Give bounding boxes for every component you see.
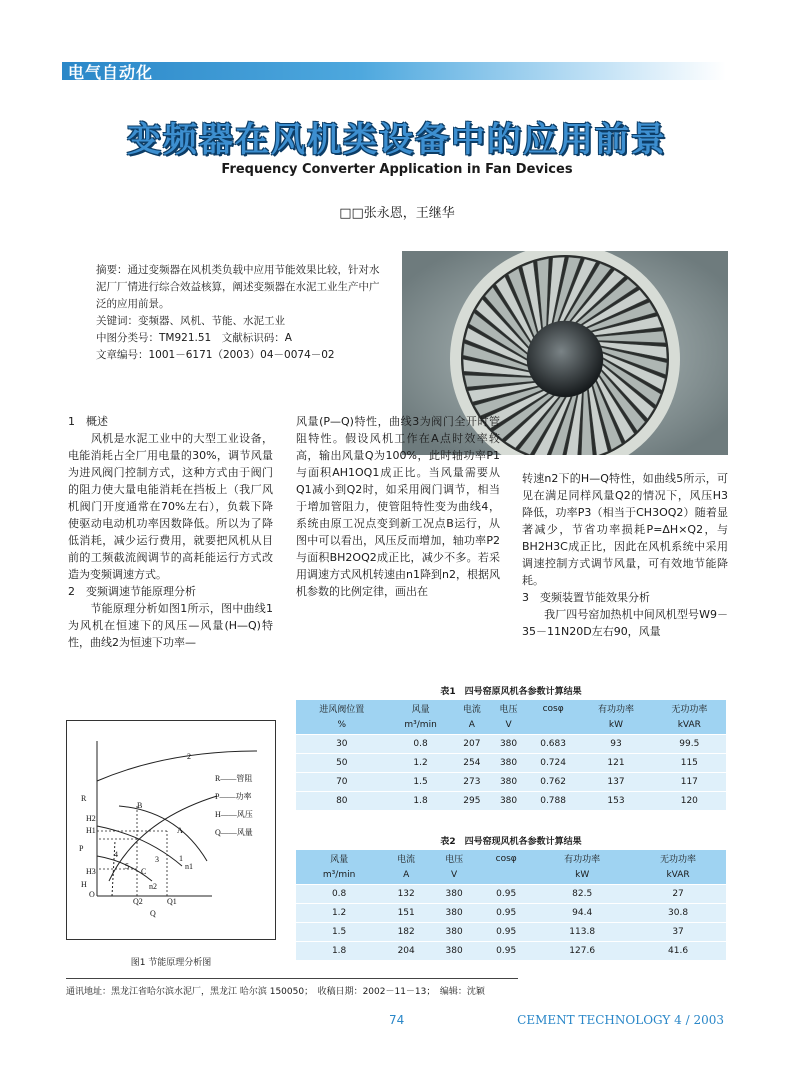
table-cell: 0.683 — [527, 734, 579, 753]
table-cell: 94.4 — [534, 903, 630, 922]
table-cell: 254 — [454, 753, 491, 772]
table-unit-cell: kVAR — [630, 867, 726, 884]
table-row — [296, 772, 726, 791]
table-header-cell: 电压 — [430, 850, 478, 867]
paragraph-effect: 我厂四号窑加热机中间风机型号W9－35－11N20D左右90，风量 — [522, 608, 728, 638]
table-cell: 50 — [296, 753, 388, 772]
table-cell: 207 — [454, 734, 491, 753]
table-cell: 0.95 — [478, 884, 534, 903]
footer-note: 通讯地址：黑龙江省哈尔滨水泥厂，黑龙江 哈尔滨 150050； 收稿日期：2002－11－13； 编辑：沈颖 — [66, 987, 485, 997]
table-row — [296, 922, 726, 941]
axis-P: P — [79, 844, 84, 853]
table-header-cell: cosφ — [478, 850, 534, 867]
table-unit-cell — [527, 717, 579, 734]
table-unit-cell: A — [454, 717, 491, 734]
table-cell: 41.6 — [630, 941, 726, 960]
label-n1: n1 — [185, 862, 193, 871]
table-header-cell: 无功功率 — [630, 850, 726, 867]
clc-number: 中图分类号：TM921.51 文献标识码：A — [96, 332, 292, 344]
curve-label-3: 3 — [155, 855, 159, 864]
page-number: 74 — [389, 1013, 405, 1027]
table-cell: 1.5 — [388, 772, 454, 791]
heading-overview: 1 概述 — [68, 415, 108, 428]
table-header-cell: 电流 — [454, 700, 491, 717]
abstract-block — [96, 262, 384, 364]
table-cell: 127.6 — [534, 941, 630, 960]
table-cell: 0.762 — [527, 772, 579, 791]
table-cell: 273 — [454, 772, 491, 791]
label-Q1: Q1 — [167, 897, 177, 906]
table-cell: 132 — [382, 884, 430, 903]
label-H3: H3 — [86, 867, 96, 876]
column-right — [522, 470, 728, 640]
paragraph-principle: 节能原理分析如图1所示，图中曲线1为风机在恒速下的风压—风量(H—Q)特性，曲线2为恒速下功率— — [68, 602, 273, 649]
keywords: 关键词：变频器、风机、节能、水泥工业 — [96, 315, 285, 327]
table-cell: 0.724 — [527, 753, 579, 772]
table-cell: 182 — [382, 922, 430, 941]
table-cell: 380 — [490, 772, 527, 791]
column-middle — [296, 413, 500, 600]
table-cell: 27 — [630, 884, 726, 903]
table-cell: 99.5 — [653, 734, 726, 753]
table-cell: 37 — [630, 922, 726, 941]
table-header-cell: 有功功率 — [534, 850, 630, 867]
footer-divider — [66, 978, 518, 979]
abstract-text: 摘要：通过变频器在风机类负载中应用节能效果比较，针对水泥厂厂情进行综合效益核算，阐述变频器在水泥工业生产中广泛的应用前景。 — [96, 264, 380, 310]
table-cell: 115 — [653, 753, 726, 772]
point-C: C — [141, 867, 147, 876]
article-title: 变频器在风机类设备中的应用前景 — [127, 120, 667, 160]
table-cell: 1.2 — [388, 753, 454, 772]
table-cell: 1.8 — [388, 791, 454, 810]
table-header-cell: 电压 — [490, 700, 527, 717]
point-A: A — [177, 826, 183, 835]
table-cell: 153 — [579, 791, 652, 810]
table-cell: 120 — [653, 791, 726, 810]
label-Q2: Q2 — [133, 897, 143, 906]
figure-1 — [66, 720, 276, 940]
table-cell: 380 — [490, 734, 527, 753]
table-header-cell: cosφ — [527, 700, 579, 717]
table-header-cell: 无功功率 — [653, 700, 726, 717]
label-H1: H1 — [86, 826, 96, 835]
table-cell: 30 — [296, 734, 388, 753]
heading-principle: 2 变频调速节能原理分析 — [68, 585, 196, 598]
table-cell: 0.95 — [478, 922, 534, 941]
table-unit-cell: m³/min — [388, 717, 454, 734]
curve-label-1: 1 — [179, 854, 183, 863]
table-cell: 80 — [296, 791, 388, 810]
table-cell: 137 — [579, 772, 652, 791]
table-cell: 0.8 — [296, 884, 382, 903]
table-header-cell: 进风阀位置 — [296, 700, 388, 717]
table-cell: 70 — [296, 772, 388, 791]
table-unit-cell: A — [382, 867, 430, 884]
table-header-cell: 风量 — [296, 850, 382, 867]
table-unit-cell: kW — [579, 717, 652, 734]
legend-R: R——管阻 — [215, 774, 253, 783]
table-unit-cell: kW — [534, 867, 630, 884]
legend-Q: Q——风量 — [215, 828, 253, 837]
heading-effect: 3 变频装置节能效果分析 — [522, 591, 650, 604]
origin-O: O — [89, 890, 95, 899]
table-cell: 30.8 — [630, 903, 726, 922]
table-cell: 1.2 — [296, 903, 382, 922]
table-row — [296, 903, 726, 922]
table-cell: 0.8 — [388, 734, 454, 753]
authors: □□张永恩，王继华 — [339, 206, 455, 221]
table-cell: 0.788 — [527, 791, 579, 810]
principle-diagram — [67, 721, 277, 941]
curve-label-4: 4 — [114, 850, 118, 859]
table-unit-cell: % — [296, 717, 388, 734]
table-row — [296, 884, 726, 903]
table-cell: 151 — [382, 903, 430, 922]
table-cell: 0.95 — [478, 903, 534, 922]
table-cell: 380 — [430, 941, 478, 960]
table1 — [296, 700, 726, 810]
legend-P: P——功率 — [215, 792, 252, 801]
table-cell: 117 — [653, 772, 726, 791]
table-row — [296, 753, 726, 772]
table-cell: 0.95 — [478, 941, 534, 960]
paragraph-overview: 风机是水泥工业中的大型工业设备，电能消耗占全厂用电量的30%，调节风量为进风阀门控制方式，这种方式由于阀门的阻力使大量电能消耗在挡板上（我厂风机阀门开度通常在70%左右），负载下降使驱动电动机功率因数降低。所以为了降低消耗，减少运行费用，就要把风机从目前的工频截流阀调节的高耗能运行方式改造为变频调速方式。 — [68, 432, 273, 581]
section-header-bar — [62, 62, 726, 80]
article-subtitle: Frequency Converter Application in Fan Devices — [221, 162, 573, 177]
table-cell: 380 — [430, 922, 478, 941]
label-n2: n2 — [149, 882, 157, 891]
point-B: B — [137, 801, 143, 810]
axis-R: R — [81, 794, 87, 803]
section-title: 电气自动化 — [68, 63, 154, 82]
curve-label-2: 2 — [187, 752, 191, 761]
table-header-cell: 有功功率 — [579, 700, 652, 717]
table-row — [296, 734, 726, 753]
table-cell: 204 — [382, 941, 430, 960]
table2-caption: 表2 四号窑现风机各参数计算结果 — [440, 837, 582, 847]
legend-H: H——风压 — [215, 810, 253, 819]
axis-H: H — [81, 880, 87, 889]
table-unit-cell: kVAR — [653, 717, 726, 734]
table-cell: 380 — [490, 753, 527, 772]
table-unit-cell: m³/min — [296, 867, 382, 884]
article-number: 文章编号：1001－6171（2003）04－0074－02 — [96, 349, 335, 361]
table-row — [296, 941, 726, 960]
table-unit-cell: V — [430, 867, 478, 884]
figure-caption: 图1 节能原理分析图 — [130, 958, 212, 968]
table-cell: 82.5 — [534, 884, 630, 903]
table-cell: 93 — [579, 734, 652, 753]
table2 — [296, 850, 726, 960]
table-row — [296, 791, 726, 810]
table-cell: 380 — [430, 884, 478, 903]
table-unit-cell: V — [490, 717, 527, 734]
table-cell: 121 — [579, 753, 652, 772]
table-cell: 295 — [454, 791, 491, 810]
curve-label-5: 5 — [125, 862, 129, 871]
table-header-cell: 电流 — [382, 850, 430, 867]
axis-Q: Q — [150, 909, 156, 918]
table-cell: 1.8 — [296, 941, 382, 960]
table-unit-cell — [478, 867, 534, 884]
journal-name: CEMENT TECHNOLOGY 4 / 2003 — [517, 1013, 724, 1027]
table-header-cell: 风量 — [388, 700, 454, 717]
table-cell: 380 — [430, 903, 478, 922]
table-cell: 113.8 — [534, 922, 630, 941]
paragraph-principle-cont: 风量(P—Q)特性，曲线3为阀门全开时管阻特性。假设风机工作在A点时效率较高，输出风量Q为100%，此时轴功率P1与面积AH1OQ1成正比。当风量需要从Q1减小到Q2时，如采用阀门调节，相当于增加管阻力，使管阻特性变为曲线4，系统由原工况点变到新工况点B运行，从图中可以看出，风压反而增加，轴功率P2与面积BH2OQ2成正比，减少不多。若采用调速方式风机转速由n1降到n2，根据风机参数的比例定律，画出在 — [296, 415, 500, 598]
label-H2: H2 — [86, 814, 96, 823]
column-left — [68, 413, 273, 651]
table-cell: 380 — [490, 791, 527, 810]
table1-caption: 表1 四号窑原风机各参数计算结果 — [440, 687, 582, 697]
table-cell: 1.5 — [296, 922, 382, 941]
paragraph-principle-end: 转速n2下的H—Q特性，如曲线5所示，可见在满足同样风量Q2的情况下，风压H3降低，功率P3（相当于CH3OQ2）随着显著减少，节省功率损耗P=ΔH×Q2，与BH2H3C成正比，因此在风机系统中采用调速控制方式调节风量，可有效地节能降耗。 — [522, 472, 728, 587]
